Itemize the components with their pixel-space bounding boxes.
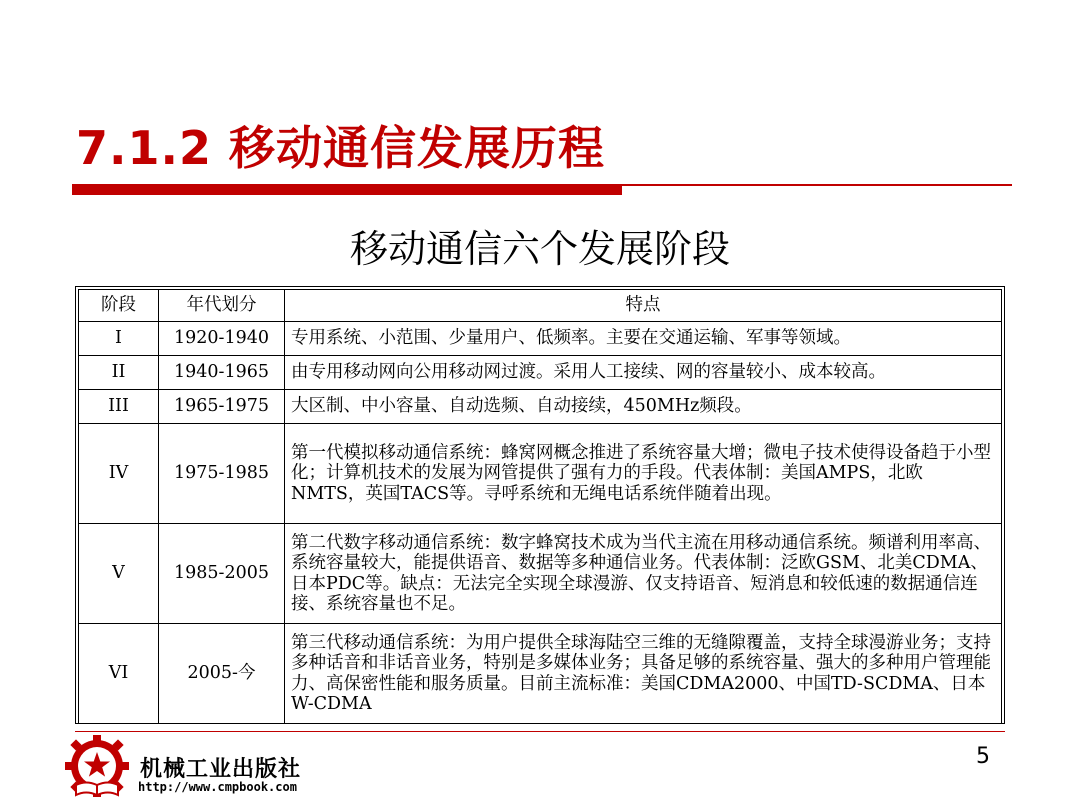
slide-subtitle: 移动通信六个发展阶段: [349, 227, 730, 271]
stage-cell: III: [79, 390, 159, 424]
features-cell: 由专用移动网向公用移动网过渡。采用人工接续、网的容量较小、成本较高。: [285, 356, 1002, 390]
table-row: [79, 624, 1002, 724]
table-row: [79, 356, 1002, 390]
stages-table: [78, 289, 1002, 724]
publisher-url[interactable]: http://www.cmpbook.com: [138, 780, 297, 794]
years-cell: 1920-1940: [159, 322, 285, 356]
stage-cell: IV: [79, 424, 159, 524]
footer-rule: [75, 731, 1005, 732]
header-features: 特点: [285, 290, 1002, 322]
table-header-row: [79, 290, 1002, 322]
stage-cell: I: [79, 322, 159, 356]
header-stage: 阶段: [79, 290, 159, 322]
table-row: [79, 322, 1002, 356]
publisher-name: 机械工业出版社: [140, 757, 302, 782]
stage-cell: V: [79, 524, 159, 624]
features-cell: 第一代模拟移动通信系统：蜂窝网概念推进了系统容量大增；微电子技术使得设备趋于小型化；计算机技术的发展为网管提供了强有力的手段。代表体制：美国AMPS，北欧NMTS，英国TACS等。寻呼系统和无绳电话系统伴随着出现。: [285, 424, 1002, 524]
features-cell: 专用系统、小范围、少量用户、低频率。主要在交通运输、军事等领域。: [285, 322, 1002, 356]
years-cell: 2005-今: [159, 624, 285, 724]
years-cell: 1975-1985: [159, 424, 285, 524]
years-cell: 1965-1975: [159, 390, 285, 424]
table-row: [79, 524, 1002, 624]
slide-title: 7.1.2 移动通信发展历程: [76, 121, 605, 175]
header-years: 年代划分: [159, 290, 285, 322]
stages-table-frame: [75, 286, 1005, 724]
features-cell: 第二代数字移动通信系统：数字蜂窝技术成为当代主流在用移动通信系统。频谱利用率高、系统容量较大，能提供语音、数据等多种通信业务。代表体制：泛欧GSM、北美CDMA、日本PDC等。缺点：无法完全实现全球漫游、仅支持语音、短消息和较低速的数据通信连接、系统容量也不足。: [285, 524, 1002, 624]
years-cell: 1940-1965: [159, 356, 285, 390]
page-number: 5: [976, 744, 990, 769]
title-rule-thick: [72, 186, 622, 195]
years-cell: 1985-2005: [159, 524, 285, 624]
stage-cell: II: [79, 356, 159, 390]
stage-cell: VI: [79, 624, 159, 724]
table-row: [79, 390, 1002, 424]
table-row: [79, 424, 1002, 524]
features-cell: 大区制、中小容量、自动选频、自动接续，450MHz频段。: [285, 390, 1002, 424]
gear-star-book-logo-icon: [62, 733, 132, 803]
features-cell: 第三代移动通信系统：为用户提供全球海陆空三维的无缝隙覆盖，支持全球漫游业务；支持多种话音和非话音业务，特别是多媒体业务；具备足够的系统容量、强大的多种用户管理能力、高保密性能和服务质量。目前主流标准：美国CDMA2000、中国TD-SCDMA、日本W-CDMA: [285, 624, 1002, 724]
